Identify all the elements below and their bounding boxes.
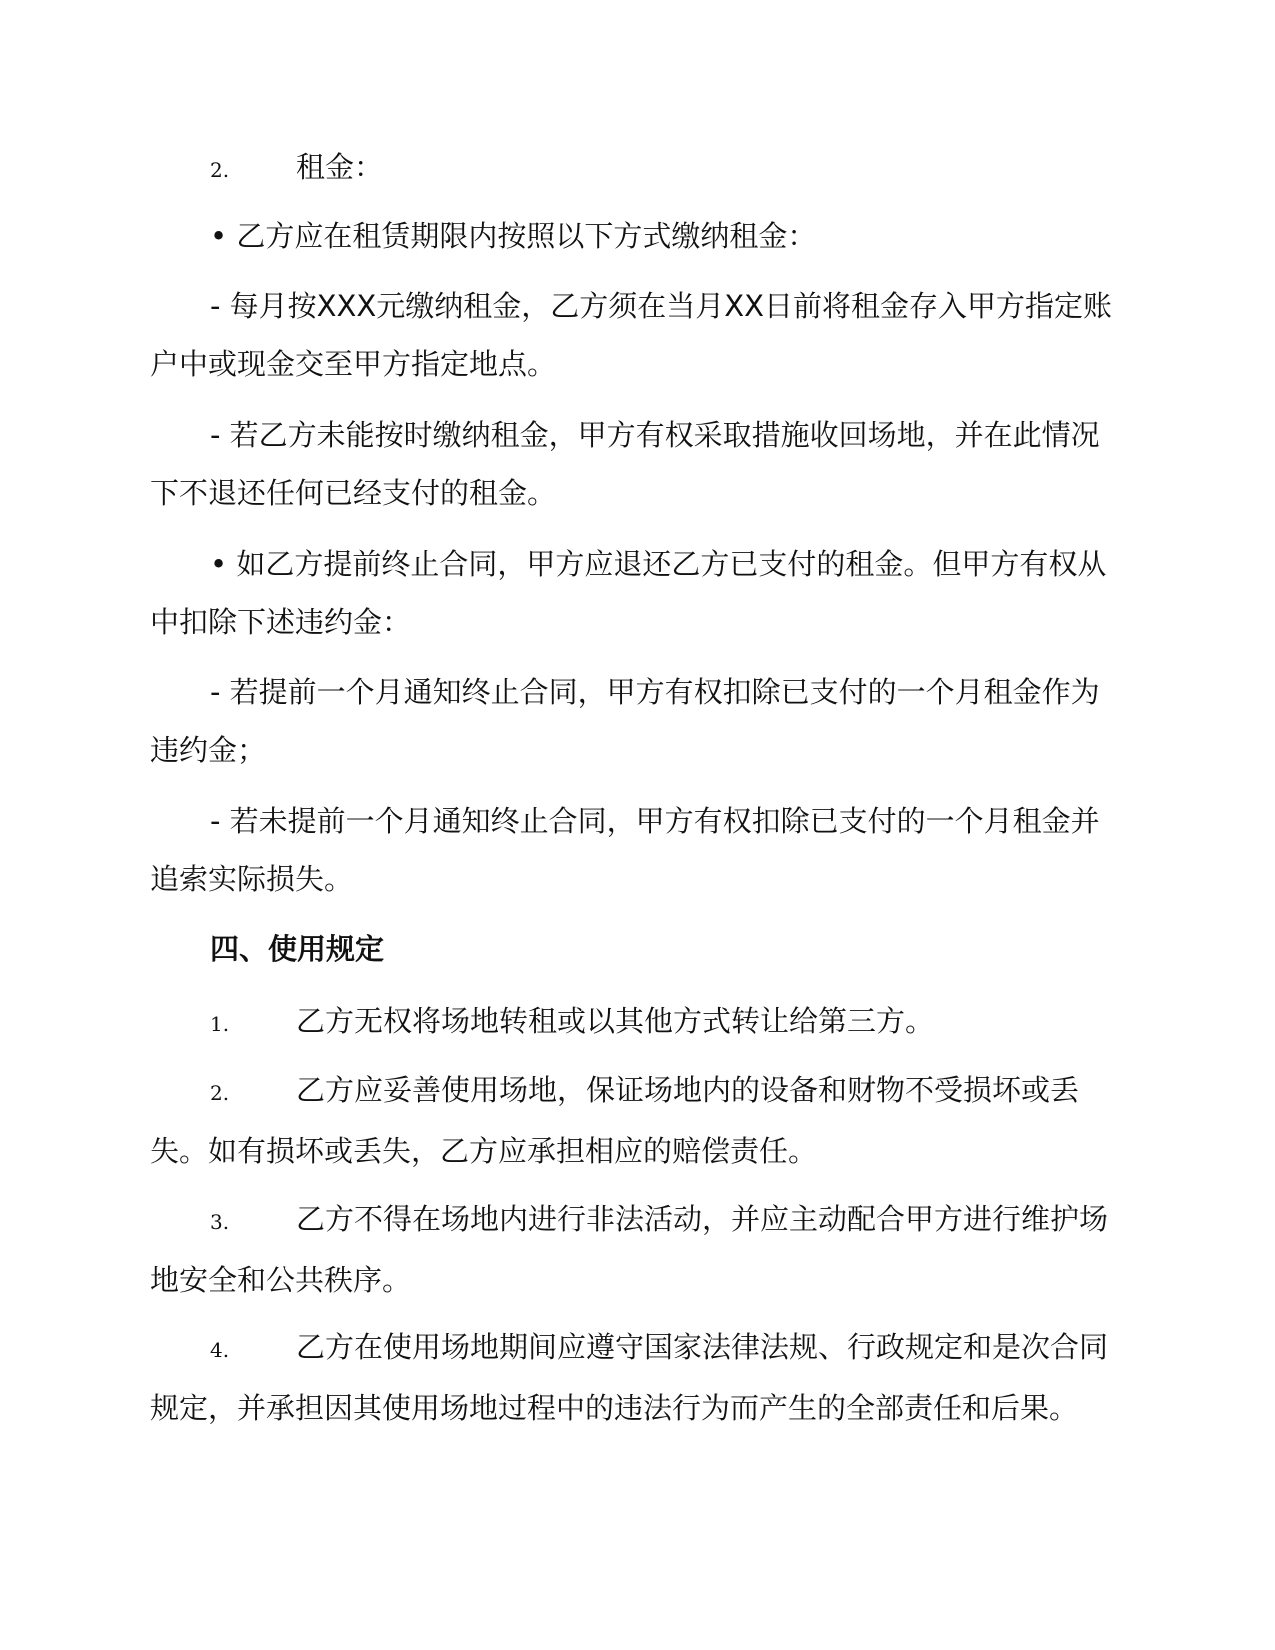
rent-dash-3: - 若提前一个月通知终止合同，甲方有权扣除已支付的一个月租金作为违约金； (150, 675, 1100, 767)
rent-bullet-2: • 如乙方提前终止合同，甲方应退还乙方已支付的租金。但甲方有权从中扣除下述违约金： (150, 547, 1107, 639)
rent-dash-1: - 每月按XXX元缴纳租金，乙方须在当月XX日前将租金存入甲方指定账户中或现金交至甲方指定地点。 (150, 289, 1113, 381)
usage-item-2 (150, 1061, 1120, 1180)
usage-item-2-text: 乙方应妥善使用场地，保证场地内的设备和财物不受损坏或丢失。如有损坏或丢失，乙方应承担相应的赔偿责任。 (150, 1073, 1080, 1168)
usage-item-4 (150, 1318, 1120, 1437)
list-number: 3. (210, 1210, 230, 1234)
usage-item-1 (150, 992, 1120, 1053)
section-heading-usage: 四、使用规定 (210, 932, 385, 966)
usage-item-3 (150, 1190, 1120, 1309)
rent-item-2 (150, 138, 1120, 199)
rent-dash-2: - 若乙方未能按时缴纳租金，甲方有权采取措施收回场地，并在此情况下不退还任何已经支付的租金。 (150, 418, 1100, 510)
rent-item-2-text: 租金： (296, 150, 384, 184)
usage-item-4-text: 乙方在使用场地期间应遵守国家法律法规、行政规定和是次合同规定，并承担因其使用场地过程中的违法行为而产生的全部责任和后果。 (150, 1330, 1109, 1425)
list-number: 4. (210, 1338, 230, 1362)
rent-dash-4: - 若未提前一个月通知终止合同，甲方有权扣除已支付的一个月租金并追索实际损失。 (150, 804, 1100, 896)
list-number: 2. (210, 1081, 230, 1105)
usage-item-3-text: 乙方不得在场地内进行非法活动，并应主动配合甲方进行维护场地安全和公共秩序。 (150, 1202, 1109, 1297)
list-number: 1. (210, 1012, 230, 1036)
usage-item-1-text: 乙方无权将场地转租或以其他方式转让给第三方。 (296, 1004, 935, 1038)
rent-bullet-1: • 乙方应在租赁期限内按照以下方式缴纳租金： (210, 219, 817, 253)
list-number: 2. (210, 158, 230, 182)
